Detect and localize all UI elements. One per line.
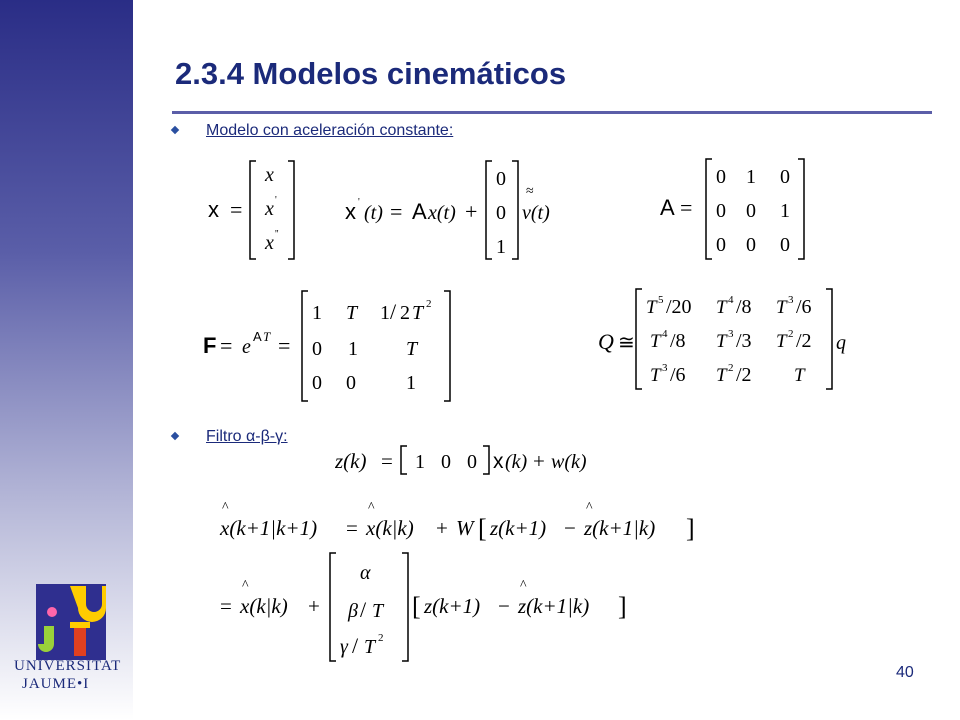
svg-text:^: ^ [222,500,229,515]
svg-text:≅: ≅ [618,332,635,354]
svg-text:T: T [650,331,661,352]
svg-text:−: − [564,516,576,540]
svg-text:x(k|k): x(k|k) [366,516,414,540]
svg-text:/: / [352,633,359,658]
svg-text:z(k+1): z(k+1) [424,594,481,618]
svg-text:−: − [498,594,510,618]
svg-text:T: T [716,297,727,318]
svg-text:1: 1 [312,302,322,324]
svg-text:x: x [265,164,274,186]
svg-text:T: T [406,338,418,360]
university-name-line1: UNIVERSITAT [14,658,122,674]
slide-title: 2.3.4 Modelos cinemáticos [175,56,567,91]
svg-text:A: A [253,329,262,344]
page-number: 40 [896,664,914,681]
svg-text:T: T [346,302,358,324]
svg-text:Q: Q [598,329,614,354]
bullet-diamond-icon [171,126,179,134]
symbol-x-bold: x [208,197,219,222]
svg-text:T: T [716,365,727,386]
svg-text:T: T [364,636,376,658]
svg-text:=: = [390,199,403,224]
svg-text:1: 1 [415,451,425,473]
svg-text:T: T [794,365,805,386]
svg-text:': ' [358,197,360,208]
svg-text:T: T [372,600,384,622]
university-name-line2: JAUME•I [22,676,90,692]
svg-text:w(k): w(k) [551,451,587,473]
svg-text:z(k+1|k): z(k+1|k) [584,516,656,540]
svg-text:5: 5 [658,294,664,306]
svg-text:W: W [456,516,474,540]
svg-text:/3: /3 [736,330,752,352]
svg-text:2: 2 [378,632,384,644]
bullet-filter-alpha-beta-gamma: Filtro α-β-γ: [206,428,288,445]
equation-transition-noise [200,285,860,405]
equation-state-model [200,155,820,265]
svg-text:0: 0 [312,372,322,394]
svg-text:=: = [680,195,693,220]
svg-text:0: 0 [496,202,506,224]
svg-text:1: 1 [496,236,506,258]
svg-text:0: 0 [467,451,477,473]
svg-text:+: + [533,449,545,473]
svg-text:e: e [242,336,251,358]
svg-text:[: [ [412,592,421,621]
svg-text:=: = [220,594,232,618]
svg-text:T: T [646,297,657,318]
svg-text:': ' [275,195,277,206]
title-underline [172,111,932,114]
svg-text:2: 2 [728,362,734,374]
svg-text:/8: /8 [670,330,686,352]
bullet-diamond-icon [171,432,179,440]
equation-filter-update [210,495,730,670]
svg-text:x: x [345,199,356,224]
svg-text:4: 4 [728,294,734,306]
svg-text:1: 1 [780,200,790,222]
svg-text:3: 3 [788,294,794,306]
svg-text:A: A [660,195,675,220]
svg-text:z(k): z(k) [335,449,367,473]
svg-text:/6: /6 [670,364,686,386]
svg-text:=: = [230,197,243,222]
svg-text:]: ] [686,514,695,543]
svg-text:3: 3 [728,328,734,340]
svg-text:T: T [412,302,424,324]
svg-text:/2: /2 [796,330,812,352]
svg-text:x(k+1|k+1): x(k+1|k+1) [220,516,318,540]
svg-text:1: 1 [380,302,390,324]
svg-text:z(k+1|k): z(k+1|k) [518,594,590,618]
svg-text:q: q [836,332,846,354]
svg-text:v(t): v(t) [522,202,550,224]
svg-text:2: 2 [400,302,410,324]
svg-text:0: 0 [496,168,506,190]
svg-text:^: ^ [520,578,527,593]
svg-text:T: T [650,365,661,386]
svg-text:/6: /6 [796,296,812,318]
svg-text:F: F [203,333,217,358]
svg-text:1: 1 [746,166,756,188]
svg-text:1: 1 [406,372,416,394]
svg-text:(k): (k) [505,451,528,473]
svg-text:0: 0 [716,166,726,188]
svg-text:x(k|k): x(k|k) [240,594,288,618]
svg-text:T: T [776,331,787,352]
equation-measurement [335,440,635,480]
svg-text:A: A [412,199,427,224]
svg-text:(t): (t) [364,202,383,224]
svg-text:x: x [265,198,274,220]
svg-text:/20: /20 [666,296,692,318]
svg-text:0: 0 [312,338,322,360]
svg-text:x: x [265,232,274,254]
svg-text:x(t): x(t) [428,202,456,224]
svg-text:]: ] [618,592,627,621]
svg-text:α: α [360,562,371,584]
svg-text:=: = [220,333,233,358]
svg-text:0: 0 [346,372,356,394]
svg-text:+: + [436,516,448,540]
svg-text:3: 3 [662,362,668,374]
svg-text:0: 0 [441,451,451,473]
svg-text:2: 2 [788,328,794,340]
svg-text:/: / [390,299,397,324]
svg-text:=: = [346,516,358,540]
svg-text:0: 0 [716,234,726,256]
svg-text:T: T [716,331,727,352]
svg-text:γ: γ [340,636,348,658]
svg-text:0: 0 [780,234,790,256]
svg-text:4: 4 [662,328,668,340]
svg-text:^: ^ [242,578,249,593]
svg-text:+: + [465,199,478,224]
svg-text:T: T [776,297,787,318]
svg-text:β: β [348,600,358,622]
svg-text:0: 0 [746,200,756,222]
svg-text:2: 2 [426,298,432,310]
svg-text:+: + [308,594,320,618]
svg-text:1: 1 [348,338,358,360]
svg-text:[: [ [478,514,487,543]
svg-text:'': '' [275,229,279,240]
svg-text:x: x [493,450,504,473]
svg-text:^: ^ [586,500,593,515]
svg-text:0: 0 [780,166,790,188]
svg-text:≈: ≈ [526,184,534,199]
svg-text:T: T [263,329,271,344]
svg-text:0: 0 [716,200,726,222]
svg-text:^: ^ [368,500,375,515]
svg-text:/: / [360,597,367,622]
svg-text:/8: /8 [736,296,752,318]
svg-text:=: = [381,449,393,473]
svg-text:z(k+1): z(k+1) [490,516,547,540]
university-logo-icon [18,582,118,662]
svg-text:/2: /2 [736,364,752,386]
svg-text:=: = [278,333,291,358]
svg-text:0: 0 [746,234,756,256]
bullet-constant-acceleration: Modelo con aceleración constante: [206,122,454,139]
